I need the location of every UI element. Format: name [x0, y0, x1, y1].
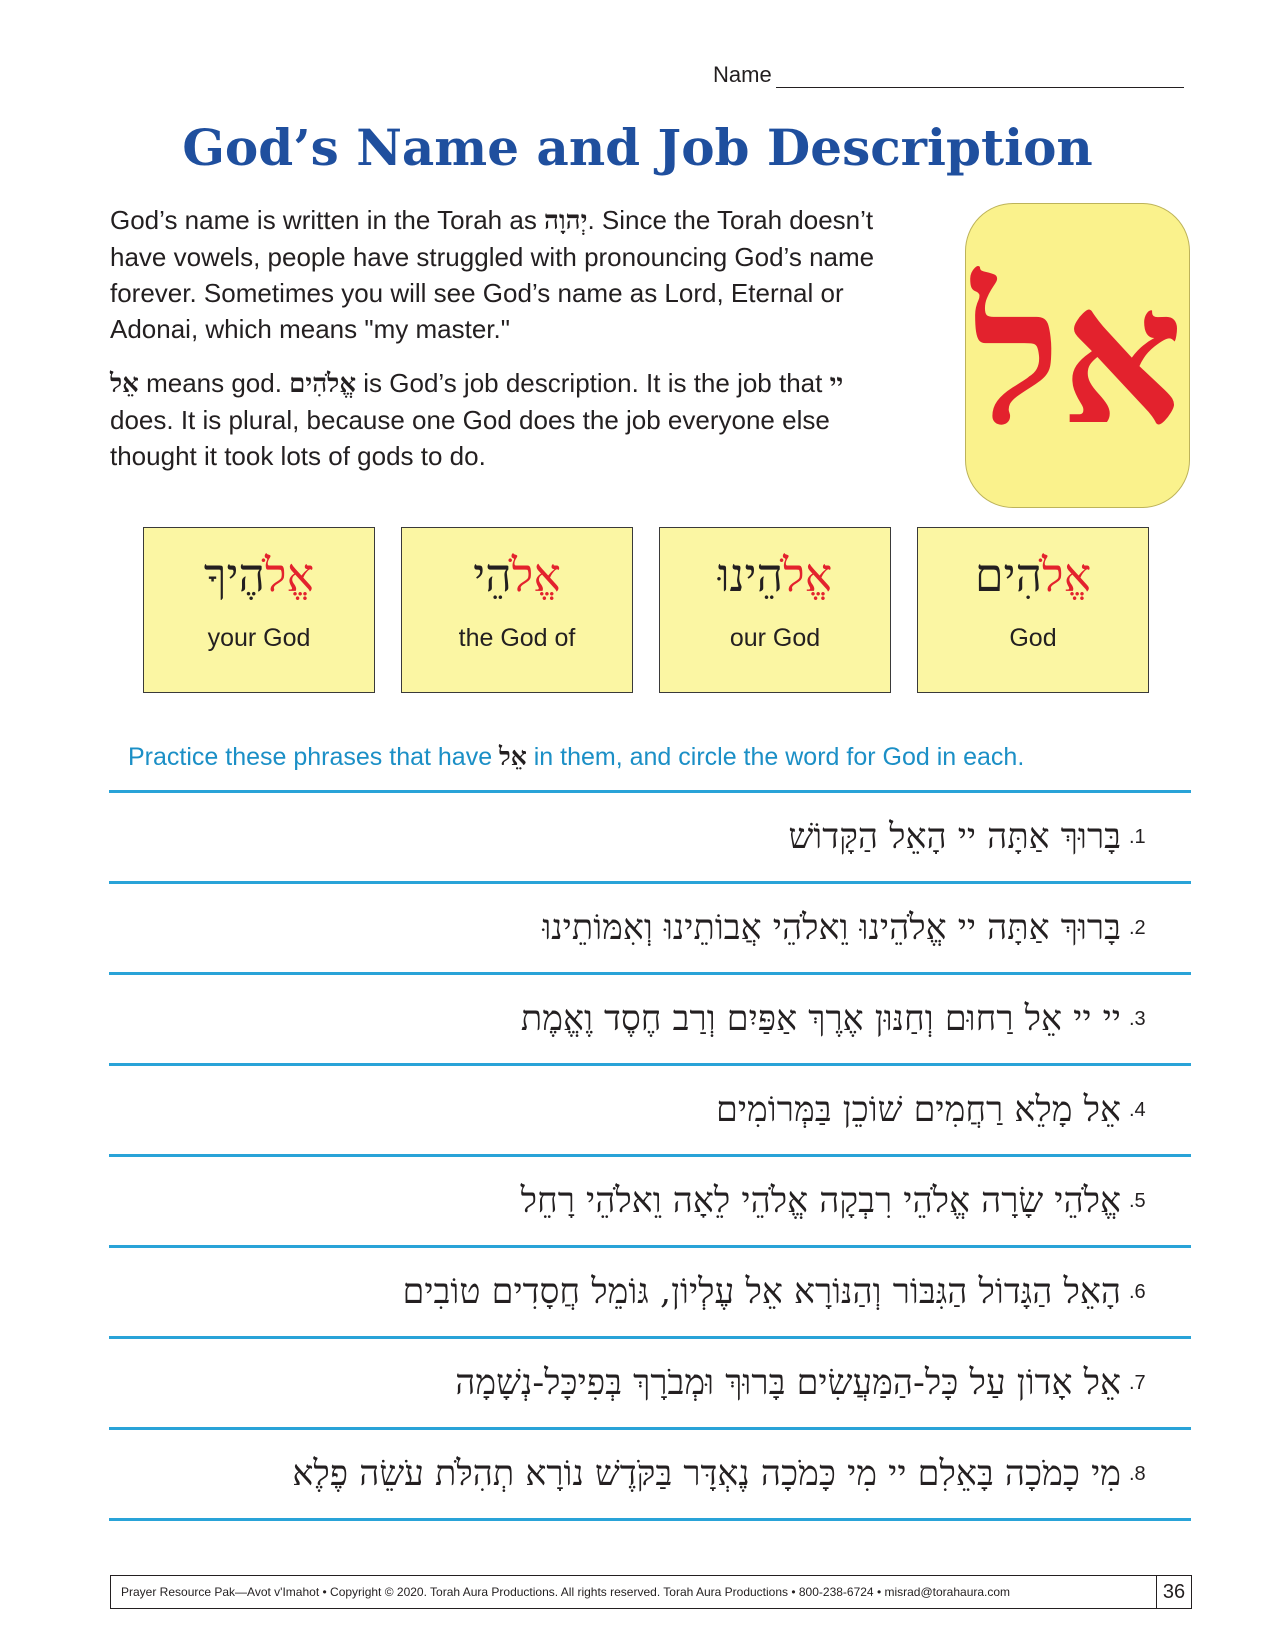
- phrase-hebrew[interactable]: הָאֵל הַגָּדוֹל הַגִּבּוֹר וְהַנּוֹרָא אֵל עֶלְיוֹן, גּוֹמֵל חֲסָדִים טוֹבִים: [402, 1272, 1121, 1312]
- el-hebrew: אֵל: [110, 369, 139, 399]
- intro-text: [110, 202, 910, 492]
- vocab-card-hebrew: [204, 548, 314, 602]
- vocab-card-suffix: הִים: [974, 548, 1043, 602]
- vocab-card-root: אֱלֹ: [1042, 548, 1092, 602]
- phrase-row[interactable]: [109, 1157, 1191, 1248]
- instruction-text-after: in them, and circle the word for God in each.: [526, 743, 1025, 771]
- intro-p2-text-1: means god.: [138, 368, 290, 398]
- vocab-card: [659, 527, 891, 693]
- phrase-hebrew[interactable]: יי יי אֵל רַחוּם וְחַנּוּן אֶרֶךְ אַפַּיִם וְרַב חֶסֶד וֶאֱמֶת: [520, 999, 1121, 1039]
- vocab-card-hebrew: [975, 548, 1091, 602]
- phrase-row[interactable]: [109, 884, 1191, 975]
- phrase-hebrew[interactable]: אֵל מָלֵא רַחֲמִים שׁוֹכֵן בַּמְּרוֹמִים: [716, 1090, 1121, 1130]
- page-title: God’s Name and Job Description: [182, 118, 1093, 177]
- vocab-card-hebrew: [473, 548, 561, 602]
- intro-p2-text-3: does. It is plural, because one God does the job everyone else thought it took lots of gods to do.: [110, 405, 830, 471]
- phrase-hebrew[interactable]: בָּרוּךְ אַתָּה יי אֱלֹהֵינוּ וֵאלֹהֵי אֲבוֹתֵינוּ וְאִמּוֹתֵינוּ: [542, 908, 1121, 948]
- page-number: 36: [1156, 1576, 1191, 1608]
- name-blank-line[interactable]: [776, 65, 1184, 88]
- intro-paragraph-2: [110, 365, 910, 474]
- vocab-card-suffix: הֵי: [473, 548, 512, 602]
- phrase-row[interactable]: [109, 1430, 1191, 1521]
- intro-p1-text: God’s name is written in the Torah as: [110, 205, 545, 235]
- vocab-card-english: the God of: [458, 624, 576, 652]
- footer-copyright: Prayer Resource Pak—Avot v'Imahot • Copyright © 2020. Torah Aura Productions. All rights reserved. Torah Aura Productions • 800-238-6724 • misrad@torahaura.com: [121, 1585, 1011, 1599]
- adonai-abbrev-hebrew: יי: [829, 369, 844, 399]
- phrase-number: .6: [1129, 1280, 1146, 1303]
- phrase-row[interactable]: [109, 1339, 1191, 1430]
- instruction-hebrew: אֵל: [499, 742, 527, 771]
- phrase-row[interactable]: [109, 975, 1191, 1066]
- vocab-card-root: אֱלֹ: [511, 548, 561, 602]
- vocab-card-english: our God: [729, 624, 821, 652]
- practice-phrases: [109, 790, 1191, 1521]
- vocab-card-english: your God: [207, 624, 311, 652]
- instruction-text-before: Practice these phrases that have: [128, 743, 500, 771]
- page-footer: [110, 1575, 1192, 1609]
- phrase-row[interactable]: [109, 1248, 1191, 1339]
- practice-instruction: [128, 742, 1024, 772]
- vocab-card-english: God: [1009, 624, 1057, 652]
- vocab-card-root: אֱלֹ: [783, 548, 833, 602]
- intro-p1-text-after: . Since the Torah doesn’t have vowels, people have struggled with pronouncing God’s name forever. Sometimes you will see God’s name as Lord, Eternal or Adonai, which means "my master.": [110, 205, 875, 344]
- intro-paragraph-1: [110, 202, 910, 347]
- phrase-number: .5: [1129, 1189, 1146, 1212]
- phrase-number: .8: [1129, 1462, 1146, 1485]
- phrase-number: .7: [1129, 1371, 1146, 1394]
- name-label: Name: [713, 62, 772, 87]
- phrase-hebrew[interactable]: אֱלֹהֵי שָׂרָה אֱלֹהֵי רִבְקָה אֱלֹהֵי לֵאָה וֵאלֹהֵי רָחֵל: [520, 1181, 1121, 1221]
- phrase-hebrew[interactable]: בָּרוּךְ אַתָּה יי הָאֵל הַקָּדוֹשׁ: [788, 817, 1121, 857]
- phrase-hebrew[interactable]: אֵל אָדוֹן עַל כָּל-הַמַּעֲשִׂים בָּרוּךְ וּמְבֹרָךְ בְּפִיכָּל-נְשָׁמָה: [455, 1363, 1121, 1403]
- vocab-card-hebrew: [718, 548, 832, 602]
- vocab-card-suffix: הֵינוּ: [717, 548, 784, 602]
- elohim-hebrew: אֱלֹהִים: [289, 369, 357, 399]
- badge-hebrew-letters: אל: [972, 243, 1183, 467]
- intro-p2-text-2: is God’s job description. It is the job that: [356, 368, 830, 398]
- phrase-hebrew[interactable]: מִי כָמֹכָה בָּאֵלִם יי מִי כָּמֹכָה נֶאְדָּר בַּקֹּדֶשׁ נוֹרָא תְהִלֹּת עֹשֵׂה פֶלֶא: [292, 1454, 1121, 1494]
- vocab-card: [401, 527, 633, 693]
- phrase-row[interactable]: [109, 1066, 1191, 1157]
- el-letters-badge: [965, 203, 1190, 508]
- vocab-card-root: אֱלֹ: [265, 548, 315, 602]
- vocab-card: [917, 527, 1149, 693]
- phrase-number: .3: [1129, 1007, 1146, 1030]
- vocab-card: [143, 527, 375, 693]
- phrase-row[interactable]: [109, 793, 1191, 884]
- vocabulary-cards: [143, 527, 1149, 693]
- name-field[interactable]: [713, 62, 1184, 88]
- phrase-number: .1: [1129, 825, 1146, 848]
- phrase-number: .2: [1129, 916, 1146, 939]
- divine-name-hebrew: יְהוָה: [544, 206, 588, 236]
- phrase-number: .4: [1129, 1098, 1146, 1121]
- vocab-card-suffix: הֶיךָ: [203, 548, 265, 602]
